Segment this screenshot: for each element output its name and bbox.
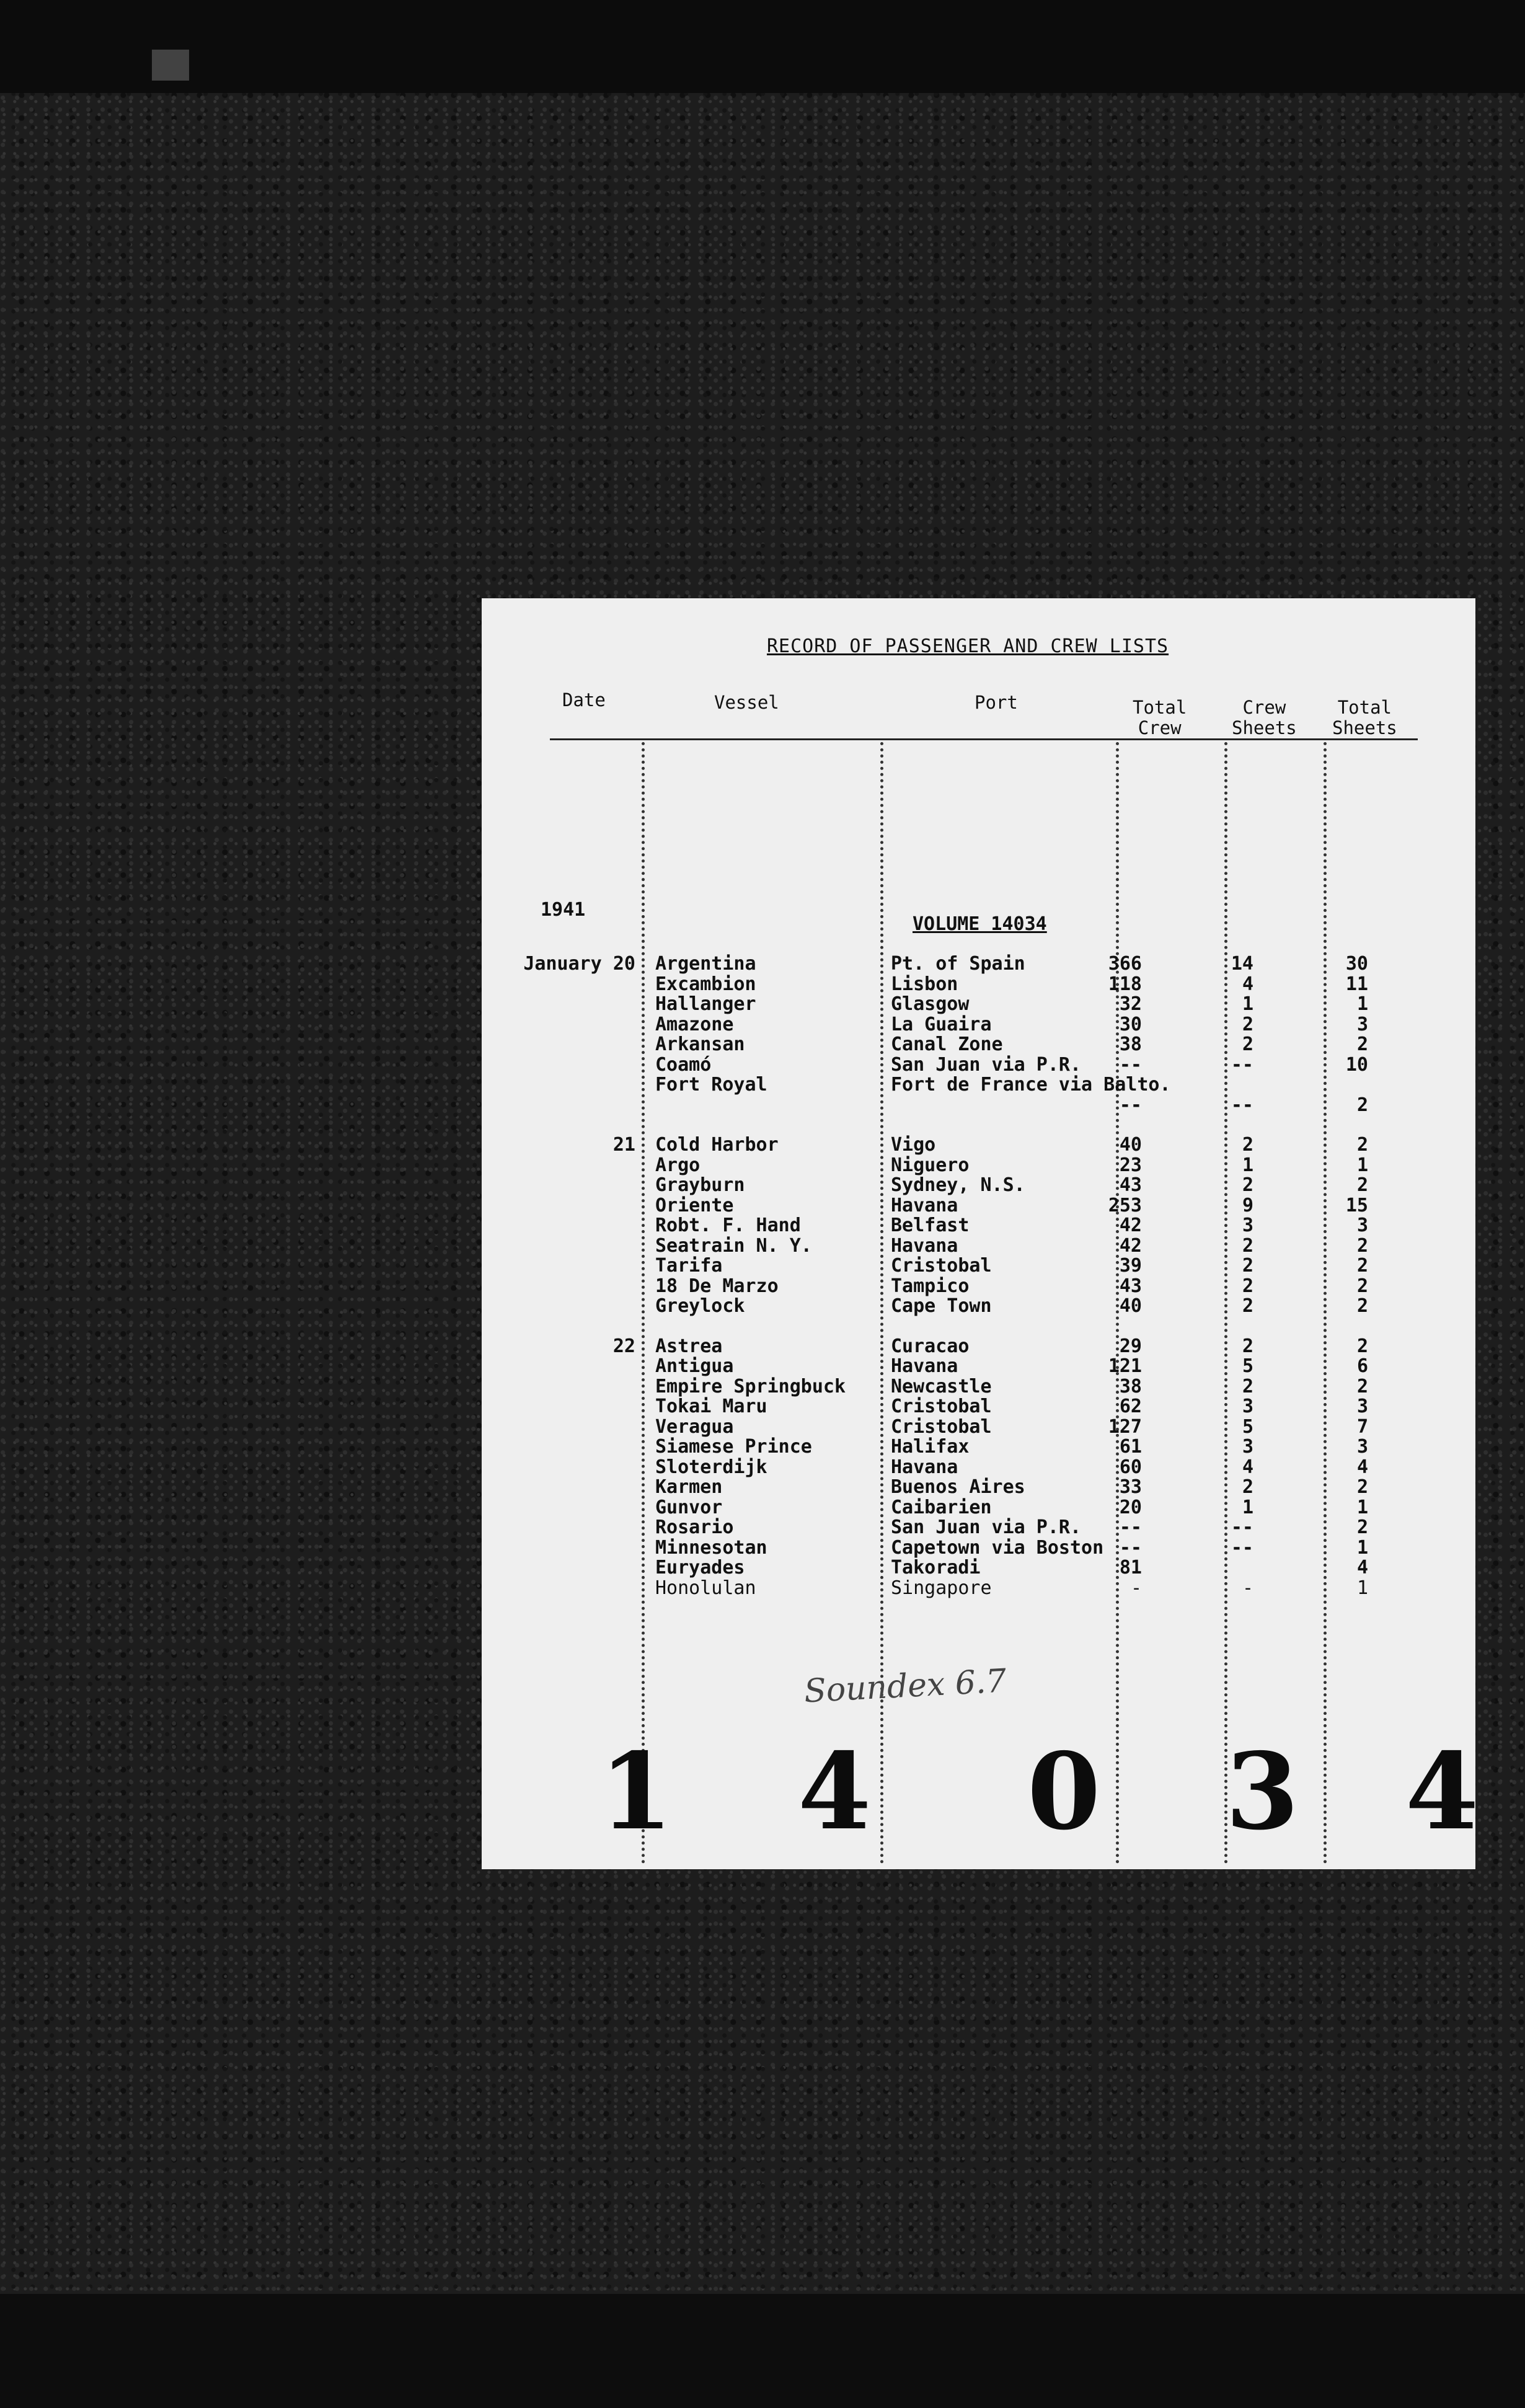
table-row: [482, 1537, 1475, 1557]
crew-sheets-cell: 2: [1242, 1375, 1253, 1397]
table-row: [482, 1215, 1475, 1235]
total-crew-cell: 43: [1119, 1275, 1142, 1297]
vessel-cell: Euryades: [655, 1557, 745, 1578]
vessel-cell: Greylock: [655, 1295, 745, 1317]
table-row: [482, 1355, 1475, 1376]
port-cell: Niguero: [891, 1154, 970, 1176]
vessel-cell: Astrea: [655, 1335, 723, 1357]
total-crew-cell: 43: [1119, 1174, 1142, 1196]
crew-sheets-cell: 2: [1242, 1134, 1253, 1156]
total-sheets-cell: 1: [1356, 1496, 1368, 1518]
total-sheets-cell: 2: [1356, 1516, 1368, 1538]
port-cell: Caibarien: [891, 1496, 992, 1518]
total-sheets-cell: 10: [1345, 1053, 1368, 1076]
total-sheets-cell: 11: [1345, 973, 1368, 995]
crew-sheets-cell: 3: [1242, 1396, 1253, 1417]
table-row: [482, 1275, 1475, 1296]
total-sheets-cell: 2: [1356, 1255, 1368, 1277]
vessel-cell: Argo: [655, 1154, 701, 1176]
table-row: [482, 1255, 1475, 1275]
header-total-sheets: Total Sheets: [1332, 697, 1397, 738]
crew-sheets-cell: 1: [1242, 1496, 1253, 1518]
total-sheets-cell: 2: [1356, 1476, 1368, 1498]
port-cell: Havana: [891, 1456, 958, 1478]
table-row: [482, 1557, 1475, 1577]
record-title: RECORD OF PASSENGER AND CREW LISTS: [767, 635, 1169, 657]
vessel-cell: Rosario: [655, 1516, 734, 1538]
header-total-crew: Total Crew: [1133, 697, 1187, 738]
table-row: [482, 1416, 1475, 1436]
total-crew-cell: 121: [1108, 1355, 1142, 1377]
total-crew-cell: 38: [1119, 1034, 1142, 1055]
vessel-cell: Tarifa: [655, 1255, 723, 1277]
total-sheets-cell: 30: [1345, 953, 1368, 975]
total-crew-cell: 62: [1119, 1396, 1142, 1417]
header-port: Port: [975, 692, 1018, 713]
vessel-cell: Honolulan: [655, 1577, 756, 1599]
total-crew-cell: 20: [1119, 1496, 1142, 1518]
vessel-cell: Seatrain N. Y.: [655, 1234, 812, 1257]
vessel-cell: 18 De Marzo: [655, 1275, 779, 1297]
port-cell: Halifax: [891, 1436, 970, 1458]
total-crew-cell: 253: [1108, 1194, 1142, 1216]
vessel-cell: Arkansan: [655, 1034, 745, 1055]
crew-sheets-cell: 1: [1242, 1154, 1253, 1176]
total-sheets-cell: 2: [1356, 1174, 1368, 1196]
vessel-cell: Cold Harbor: [655, 1134, 779, 1156]
handwritten-note: Soundex 6.7: [803, 1662, 1007, 1711]
port-cell: Tampico: [891, 1275, 970, 1297]
vessel-cell: Coamó: [655, 1053, 712, 1076]
port-cell: Pt. of Spain: [891, 953, 1025, 975]
table-row: [482, 1516, 1475, 1537]
crew-sheets-cell: 2: [1242, 1476, 1253, 1498]
total-sheets-cell: 6: [1356, 1355, 1368, 1377]
crew-sheets-cell: 3: [1242, 1436, 1253, 1458]
volume-digit: 4: [798, 1730, 872, 1854]
port-cell: Cristobal: [891, 1415, 992, 1438]
crew-sheets-cell: 2: [1242, 1013, 1253, 1035]
record-rows: [482, 953, 1475, 1597]
crew-sheets-cell: --: [1231, 1516, 1253, 1538]
year-label: 1941: [541, 899, 586, 921]
vessel-cell: Gunvor: [655, 1496, 723, 1518]
total-sheets-cell: 3: [1356, 1215, 1368, 1236]
total-sheets-cell: 2: [1356, 1375, 1368, 1397]
vessel-cell: Amazone: [655, 1013, 734, 1035]
port-cell: Buenos Aires: [891, 1476, 1025, 1498]
port-cell: Singapore: [891, 1577, 992, 1599]
total-sheets-cell: 1: [1356, 993, 1368, 1015]
total-sheets-cell: 3: [1356, 1396, 1368, 1417]
port-cell: Cristobal: [891, 1255, 992, 1277]
table-row: [482, 1235, 1475, 1255]
crew-sheets-cell: 2: [1242, 1255, 1253, 1277]
crew-sheets-cell: 2: [1242, 1174, 1253, 1196]
crew-sheets-cell: 4: [1242, 973, 1253, 995]
table-row: [482, 1034, 1475, 1054]
crew-sheets-cell: --: [1231, 1094, 1253, 1116]
film-frame-bottom: [0, 2294, 1525, 2408]
table-row: [482, 1295, 1475, 1316]
table-row: [482, 1054, 1475, 1074]
vessel-cell: Argentina: [655, 953, 756, 975]
date-cell: 21: [612, 1134, 635, 1156]
port-cell: San Juan via P.R.: [891, 1053, 1082, 1076]
table-row: [482, 1174, 1475, 1195]
total-sheets-cell: 15: [1345, 1194, 1368, 1216]
film-frame-top: [0, 0, 1525, 93]
crew-sheets-cell: 2: [1242, 1275, 1253, 1297]
total-sheets-cell: 1: [1356, 1577, 1368, 1599]
port-cell: Havana: [891, 1234, 958, 1257]
port-cell: San Juan via P.R.: [891, 1516, 1082, 1538]
volume-digit: 1: [599, 1730, 673, 1854]
date-cell: January 20: [523, 953, 635, 975]
total-crew-cell: 32: [1119, 993, 1142, 1015]
crew-sheets-cell: 14: [1231, 953, 1253, 975]
table-row: [482, 1376, 1475, 1396]
crew-sheets-cell: -: [1242, 1577, 1253, 1599]
volume-digit: 3: [1226, 1730, 1299, 1854]
port-cell: Newcastle: [891, 1375, 992, 1397]
table-row: [482, 1014, 1475, 1034]
port-cell: Havana: [891, 1194, 958, 1216]
crew-sheets-cell: 2: [1242, 1335, 1253, 1357]
total-sheets-cell: 3: [1356, 1436, 1368, 1458]
table-row: [482, 1195, 1475, 1215]
total-sheets-cell: 2: [1356, 1275, 1368, 1297]
total-crew-cell: 30: [1119, 1013, 1142, 1035]
table-row: [482, 1436, 1475, 1456]
crew-sheets-cell: 5: [1242, 1415, 1253, 1438]
table-row: [482, 973, 1475, 994]
crew-sheets-cell: --: [1231, 1536, 1253, 1559]
crew-sheets-cell: 3: [1242, 1215, 1253, 1236]
header-vessel: Vessel: [714, 692, 779, 713]
total-crew-cell: 81: [1119, 1557, 1142, 1578]
total-sheets-cell: 2: [1356, 1034, 1368, 1055]
port-cell: Cape Town: [891, 1295, 992, 1317]
total-sheets-cell: 2: [1356, 1234, 1368, 1257]
table-row: [482, 1154, 1475, 1175]
vessel-cell: Excambion: [655, 973, 756, 995]
total-crew-cell: 29: [1119, 1335, 1142, 1357]
total-sheets-cell: 3: [1356, 1013, 1368, 1035]
port-cell: Takoradi: [891, 1557, 981, 1578]
total-sheets-cell: 2: [1356, 1094, 1368, 1116]
vessel-cell: Fort Royal: [655, 1074, 767, 1096]
volume-label: VOLUME 14034: [913, 913, 1047, 935]
port-cell: Capetown via Boston: [891, 1536, 1104, 1559]
total-crew-cell: 38: [1119, 1375, 1142, 1397]
table-row: [482, 1094, 1475, 1115]
vessel-cell: Oriente: [655, 1194, 734, 1216]
crew-sheets-cell: 5: [1242, 1355, 1253, 1377]
vessel-cell: Antigua: [655, 1355, 734, 1377]
port-cell: Lisbon: [891, 973, 958, 995]
table-row: [482, 953, 1475, 973]
total-sheets-cell: 1: [1356, 1536, 1368, 1559]
total-crew-cell: 23: [1119, 1154, 1142, 1176]
record-page: [482, 598, 1479, 1869]
total-crew-cell: 61: [1119, 1436, 1142, 1458]
crew-sheets-cell: --: [1231, 1053, 1253, 1076]
table-row: [482, 1335, 1475, 1356]
total-crew-cell: 127: [1108, 1415, 1142, 1438]
vessel-cell: Tokai Maru: [655, 1396, 767, 1417]
table-row: [482, 1577, 1475, 1598]
vessel-cell: Robt. F. Hand: [655, 1215, 801, 1236]
total-crew-cell: 40: [1119, 1295, 1142, 1317]
crew-sheets-cell: 4: [1242, 1456, 1253, 1478]
header-rule: [550, 738, 1418, 740]
vessel-cell: Siamese Prince: [655, 1436, 812, 1458]
total-crew-cell: --: [1119, 1053, 1142, 1076]
total-crew-cell: --: [1119, 1536, 1142, 1559]
total-sheets-cell: 4: [1356, 1456, 1368, 1478]
total-crew-cell: 40: [1119, 1134, 1142, 1156]
vessel-cell: Karmen: [655, 1476, 723, 1498]
table-row: [482, 1476, 1475, 1497]
volume-digit: 0: [1027, 1730, 1101, 1854]
header-date: Date: [562, 689, 606, 710]
total-sheets-cell: 1: [1356, 1154, 1368, 1176]
port-cell: Vigo: [891, 1134, 936, 1156]
film-mark: [152, 50, 189, 81]
total-crew-cell: 39: [1119, 1255, 1142, 1277]
vessel-cell: Hallanger: [655, 993, 756, 1015]
table-row: [482, 993, 1475, 1014]
vessel-cell: Sloterdijk: [655, 1456, 767, 1478]
port-cell: Havana: [891, 1355, 958, 1377]
total-sheets-cell: 7: [1356, 1415, 1368, 1438]
table-row: [482, 1497, 1475, 1517]
total-sheets-cell: 4: [1356, 1557, 1368, 1578]
crew-sheets-cell: 2: [1242, 1295, 1253, 1317]
total-sheets-cell: 2: [1356, 1134, 1368, 1156]
total-crew-cell: 33: [1119, 1476, 1142, 1498]
vessel-cell: Minnesotan: [655, 1536, 767, 1559]
port-cell: Fort de France via Balto.: [891, 1074, 1171, 1096]
table-row: [482, 1396, 1475, 1416]
port-cell: La Guaira: [891, 1013, 992, 1035]
header-crew-sheets: Crew Sheets: [1232, 697, 1297, 738]
table-row: [482, 1456, 1475, 1477]
volume-digit: 4: [1405, 1730, 1479, 1854]
port-cell: Curacao: [891, 1335, 970, 1357]
port-cell: Canal Zone: [891, 1034, 1003, 1055]
vessel-cell: Veragua: [655, 1415, 734, 1438]
port-cell: Cristobal: [891, 1396, 992, 1417]
total-sheets-cell: 2: [1356, 1335, 1368, 1357]
port-cell: Sydney, N.S.: [891, 1174, 1025, 1196]
total-crew-cell: --: [1119, 1516, 1142, 1538]
table-row: [482, 1074, 1475, 1094]
vessel-cell: Grayburn: [655, 1174, 745, 1196]
vessel-cell: Empire Springbuck: [655, 1375, 846, 1397]
total-sheets-cell: 2: [1356, 1295, 1368, 1317]
port-cell: Glasgow: [891, 993, 970, 1015]
total-crew-cell: -: [1130, 1577, 1142, 1599]
total-crew-cell: 42: [1119, 1234, 1142, 1257]
crew-sheets-cell: 2: [1242, 1234, 1253, 1257]
total-crew-cell: 366: [1108, 953, 1142, 975]
total-crew-cell: 60: [1119, 1456, 1142, 1478]
crew-sheets-cell: 1: [1242, 993, 1253, 1015]
port-cell: Belfast: [891, 1215, 970, 1236]
crew-sheets-cell: 2: [1242, 1034, 1253, 1055]
date-cell: 22: [612, 1335, 635, 1357]
table-row: [482, 1134, 1475, 1154]
total-crew-cell: 42: [1119, 1215, 1142, 1236]
total-crew-cell: 118: [1108, 973, 1142, 995]
crew-sheets-cell: 9: [1242, 1194, 1253, 1216]
total-crew-cell: --: [1119, 1094, 1142, 1116]
